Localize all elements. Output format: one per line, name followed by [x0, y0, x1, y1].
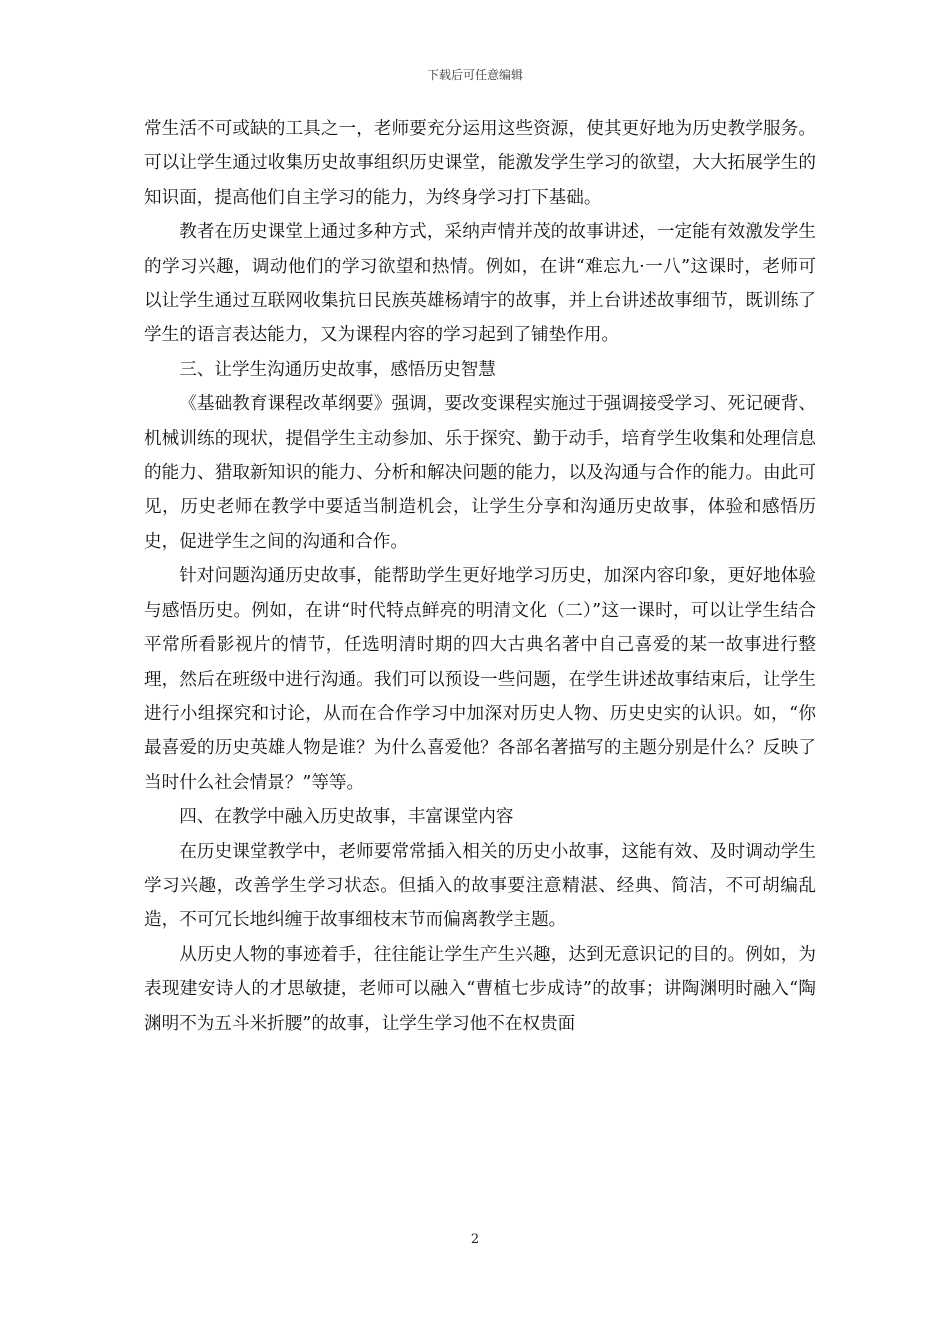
paragraph: 针对问题沟通历史故事，能帮助学生更好地学习历史，加深内容印象，更好地体验与感悟历史。例如，在讲“时代特点鲜亮的明清文化（二）”这一课时，可以让学生结合平常所看影视片的情节，任选明清时期的四大古典名著中自己喜爱的某一故事进行整理，然后在班级中进行沟通。我们可以预设一些问题，在学生讲述故事结束后，让学生进行小组探究和讨论，从而在合作学习中加深对历史人物、历史史实的认识。如，“你最喜爱的历史英雄人物是谁？为什么喜爱他？各部名著描写的主题分别是什么？反映了当时什么社会情景？”等等。 — [144, 566, 816, 793]
paragraph: 教者在历史课堂上通过多种方式，采纳声情并茂的故事讲述，一定能有效激发学生的学习兴趣，调动他们的学习欲望和热情。例如，在讲“难忘九·一八”这课时，老师可以让学生通过互联网收集抗日民族英雄杨靖宇的故事，并上台讲述故事细节，既训练了学生的语言表达能力，又为课程内容的学习起到了铺垫作用。 — [144, 222, 816, 346]
page-header: 下载后可任意编辑 — [426, 68, 523, 82]
section-heading: 三、让学生沟通历史故事，感悟历史智慧 — [179, 359, 496, 380]
paragraph: 《基础教育课程改革纲要》强调，要改变课程实施过于强调接受学习、死记硬背、机械训练的现状，提倡学生主动参加、乐于探究、勤于动手，培育学生收集和处理信息的能力、猎取新知识的能力、分析和解决问题的能力，以及沟通与合作的能力。由此可见，历史老师在教学中要适当制造机会，让学生分享和沟通历史故事，体验和感悟历史，促进学生之间的沟通和合作。 — [144, 394, 816, 552]
paragraph: 从历史人物的事迹着手，往往能让学生产生兴趣，达到无意识记的目的。例如，为表现建安诗人的才思敏捷，老师可以融入“曹植七步成诗”的故事；讲陶渊明时融入“陶渊明不为五斗米折腰”的故事，让学生学习他不在权贵面 — [144, 944, 816, 1034]
paragraph-continuation: 常生活不可或缺的工具之一，老师要充分运用这些资源，使其更好地为历史教学服务。可以让学生通过收集历史故事组织历史课堂，能激发学生学习的欲望，大大拓展学生的知识面，提高他们自主学习的能力，为终身学习打下基础。 — [144, 119, 816, 208]
section-heading: 四、在教学中融入历史故事，丰富课堂内容 — [179, 807, 514, 828]
page-number: 2 — [470, 1232, 480, 1247]
document-body — [144, 112, 816, 1041]
paragraph: 在历史课堂教学中，老师要常常插入相关的历史小故事，这能有效、及时调动学生学习兴趣，改善学生学习状态。但插入的故事要注意精湛、经典、简洁，不可胡编乱造，不可冗长地纠缠于故事细枝末节而偏离教学主题。 — [144, 841, 816, 931]
